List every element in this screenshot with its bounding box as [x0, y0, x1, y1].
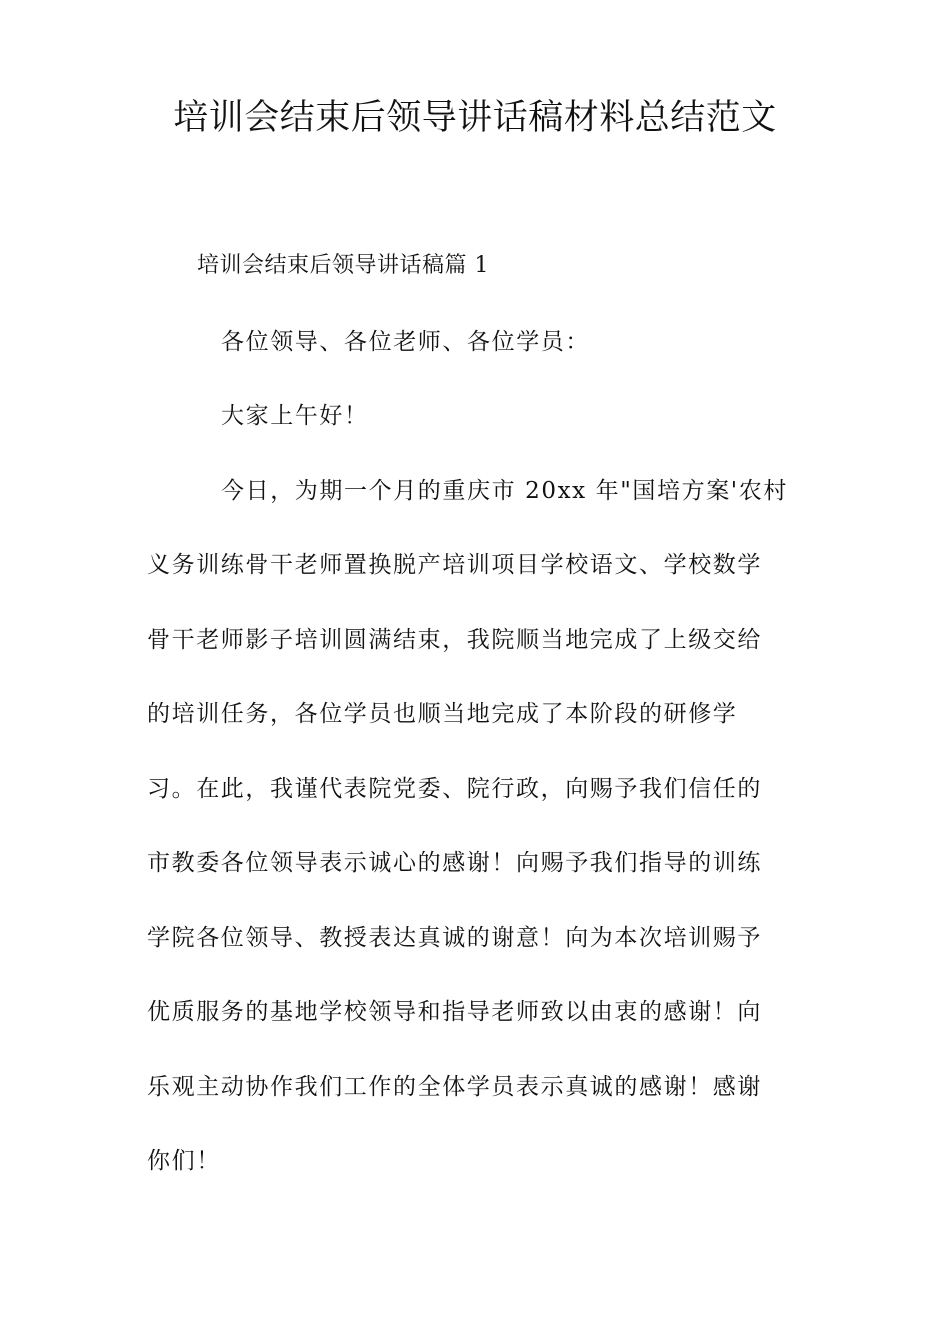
paragraph-line: 你们！: [147, 1148, 221, 1174]
paragraph-line: 的培训任务，各位学员也顺当地完成了本阶段的研修学: [147, 701, 738, 727]
paragraph-line: 习。在此，我谨代表院党委、院行政，向赐予我们信任的: [147, 776, 762, 802]
paragraph-line: 市教委各位领导表示诚心的感谢！向赐予我们指导的训练: [147, 850, 762, 876]
salutation-line: 大家上午好！: [221, 403, 369, 429]
document-title: 培训会结束后领导讲话稿材料总结范文: [173, 98, 777, 138]
greeting-line: 各位领导、各位老师、各位学员：: [221, 329, 590, 355]
paragraph-line: 今日，为期一个月的重庆市 20xx 年"国培方案'农村: [221, 478, 788, 504]
paragraph-line: 骨干老师影子培训圆满结束，我院顺当地完成了上级交给: [147, 627, 762, 653]
paragraph-line: 学院各位领导、教授表达真诚的谢意！向为本次培训赐予: [147, 925, 762, 951]
section-heading: 培训会结束后领导讲话稿篇 1: [197, 253, 489, 278]
paragraph-line: 优质服务的基地学校领导和指导老师致以由衷的感谢！向: [147, 999, 762, 1025]
paragraph-line: 义务训练骨干老师置换脱产培训项目学校语文、学校数学: [147, 552, 762, 578]
paragraph-line: 乐观主动协作我们工作的全体学员表示真诚的感谢！感谢: [147, 1074, 762, 1100]
